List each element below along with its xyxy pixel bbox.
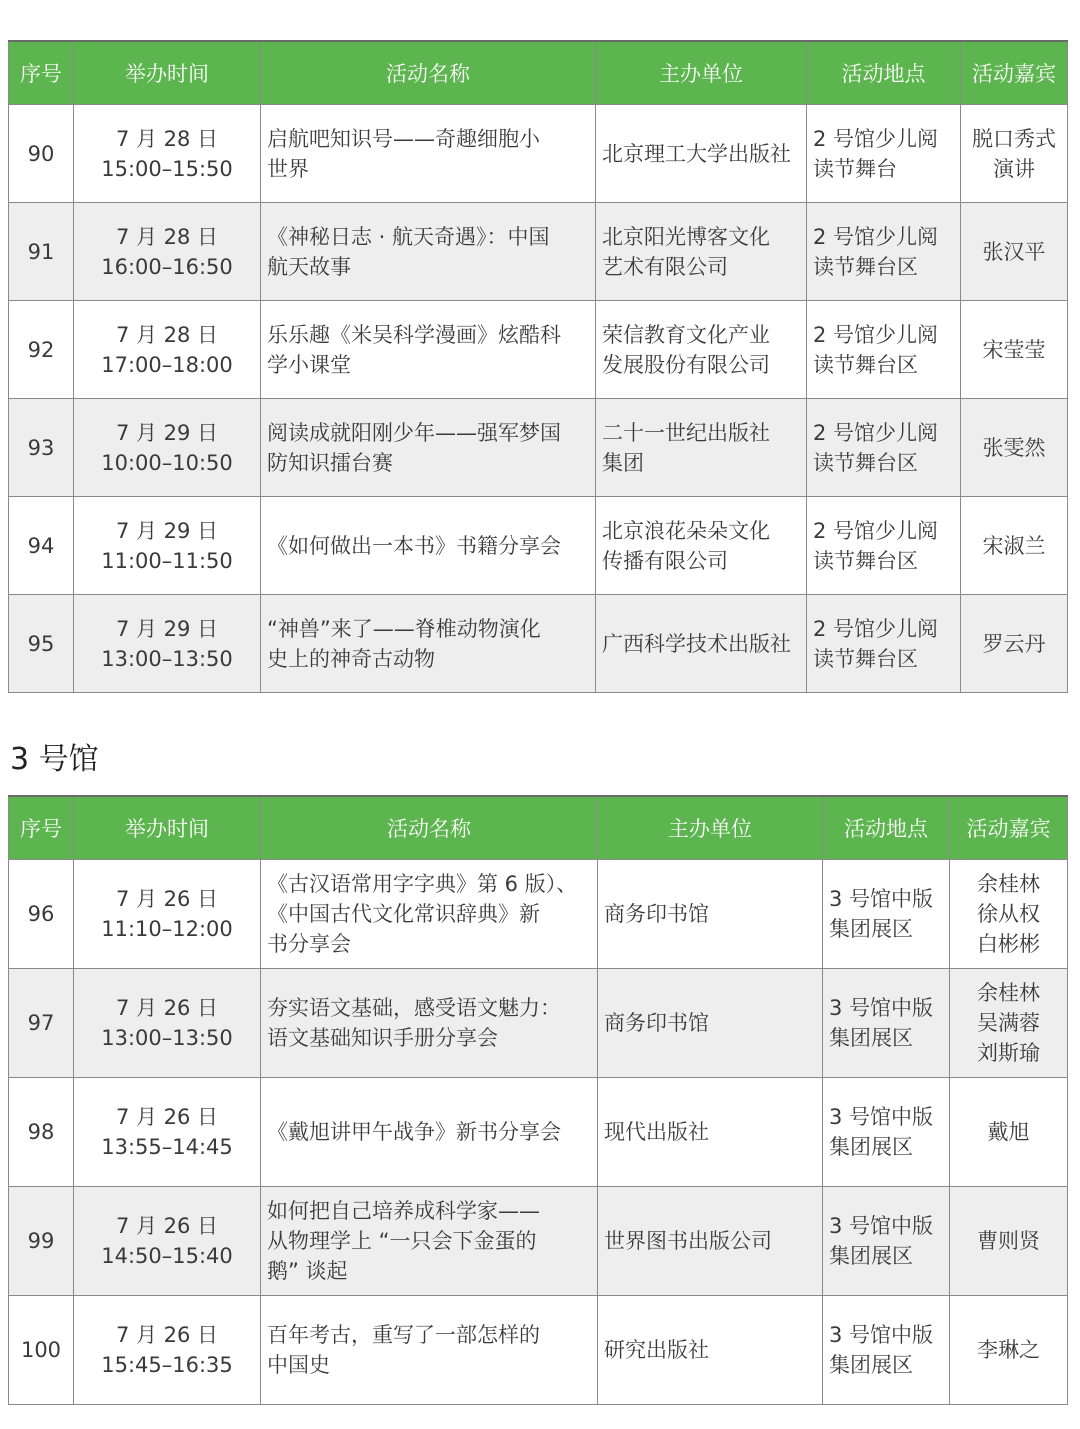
cell-time [74, 105, 261, 203]
cell-guest: 宋莹莹 [961, 301, 1068, 399]
schedule-table-hall-2 [8, 40, 1068, 693]
cell-date: 7 月 28 日 [115, 126, 219, 151]
cell-hours: 15:00–15:50 [101, 156, 233, 181]
schedule-table-hall-3 [8, 795, 1068, 1405]
cell-venue: 2 号馆少儿阅 读节舞台区 [807, 497, 961, 595]
header-activity: 活动名称 [261, 796, 598, 860]
cell-serial: 95 [9, 595, 74, 693]
cell-guest: 罗云丹 [961, 595, 1068, 693]
cell-activity: 阅读成就阳刚少年——强军梦国 防知识擂台赛 [261, 399, 596, 497]
table-row [9, 203, 1068, 301]
cell-guest: 曹则贤 [950, 1187, 1068, 1296]
cell-date: 7 月 26 日 [115, 887, 219, 911]
cell-activity: 乐乐趣《米吴科学漫画》炫酷科 学小课堂 [261, 301, 596, 399]
cell-time [74, 399, 261, 497]
cell-hours: 10:00–10:50 [101, 450, 233, 475]
cell-date: 7 月 26 日 [115, 1214, 219, 1238]
cell-venue: 2 号馆少儿阅 读节舞台区 [807, 301, 961, 399]
header-activity: 活动名称 [261, 41, 596, 105]
cell-serial: 94 [9, 497, 74, 595]
table-row [9, 1187, 1068, 1296]
cell-hours: 13:00–13:50 [101, 1026, 233, 1050]
cell-hours: 14:50–15:40 [101, 1244, 233, 1268]
cell-activity: “神兽”来了——脊椎动物演化 史上的神奇古动物 [261, 595, 596, 693]
cell-date: 7 月 29 日 [115, 518, 219, 543]
cell-date: 7 月 28 日 [115, 224, 219, 249]
cell-date: 7 月 29 日 [115, 616, 219, 641]
header-serial: 序号 [9, 796, 74, 860]
cell-serial: 92 [9, 301, 74, 399]
cell-serial: 100 [9, 1296, 74, 1405]
cell-time [74, 301, 261, 399]
cell-serial: 96 [9, 860, 74, 969]
cell-hours: 17:00–18:00 [101, 352, 233, 377]
cell-venue: 3 号馆中版 集团展区 [823, 1296, 950, 1405]
cell-activity: 《如何做出一本书》书籍分享会 [261, 497, 596, 595]
header-organizer: 主办单位 [596, 41, 807, 105]
table-row [9, 399, 1068, 497]
table-row [9, 860, 1068, 969]
cell-serial: 90 [9, 105, 74, 203]
cell-serial: 91 [9, 203, 74, 301]
table-row [9, 105, 1068, 203]
header-venue: 活动地点 [807, 41, 961, 105]
table-row [9, 301, 1068, 399]
cell-venue: 2 号馆少儿阅 读节舞台区 [807, 595, 961, 693]
cell-time [74, 497, 261, 595]
header-time: 举办时间 [74, 41, 261, 105]
cell-venue: 3 号馆中版 集团展区 [823, 969, 950, 1078]
cell-time [74, 969, 261, 1078]
table-row [9, 969, 1068, 1078]
table-row [9, 1296, 1068, 1405]
cell-activity: 启航吧知识号——奇趣细胞小 世界 [261, 105, 596, 203]
cell-venue: 3 号馆中版 集团展区 [823, 860, 950, 969]
header-time: 举办时间 [74, 796, 261, 860]
cell-guest: 脱口秀式 演讲 [961, 105, 1068, 203]
table-header-row [9, 41, 1068, 105]
cell-hours: 11:00–11:50 [101, 548, 233, 573]
cell-organizer: 二十一世纪出版社 集团 [596, 399, 807, 497]
cell-guest: 张雯然 [961, 399, 1068, 497]
header-guest: 活动嘉宾 [961, 41, 1068, 105]
cell-organizer: 世界图书出版公司 [598, 1187, 823, 1296]
cell-time [74, 1296, 261, 1405]
cell-time [74, 860, 261, 969]
cell-venue: 2 号馆少儿阅 读节舞台区 [807, 203, 961, 301]
cell-organizer: 北京理工大学出版社 [596, 105, 807, 203]
cell-date: 7 月 26 日 [115, 996, 219, 1020]
cell-time [74, 1187, 261, 1296]
cell-serial: 93 [9, 399, 74, 497]
cell-guest: 宋淑兰 [961, 497, 1068, 595]
cell-serial: 98 [9, 1078, 74, 1187]
cell-venue: 3 号馆中版 集团展区 [823, 1187, 950, 1296]
cell-guest: 戴旭 [950, 1078, 1068, 1187]
cell-venue: 2 号馆少儿阅 读节舞台 [807, 105, 961, 203]
cell-organizer: 商务印书馆 [598, 860, 823, 969]
cell-serial: 97 [9, 969, 74, 1078]
cell-guest: 李琳之 [950, 1296, 1068, 1405]
header-organizer: 主办单位 [598, 796, 823, 860]
cell-hours: 13:55–14:45 [101, 1135, 233, 1159]
cell-organizer: 北京浪花朵朵文化 传播有限公司 [596, 497, 807, 595]
cell-activity: 《神秘日志 · 航天奇遇》：中国 航天故事 [261, 203, 596, 301]
cell-organizer: 现代出版社 [598, 1078, 823, 1187]
cell-time [74, 203, 261, 301]
cell-serial: 99 [9, 1187, 74, 1296]
cell-date: 7 月 28 日 [115, 322, 219, 347]
cell-time [74, 1078, 261, 1187]
cell-organizer: 北京阳光博客文化 艺术有限公司 [596, 203, 807, 301]
cell-guest: 张汉平 [961, 203, 1068, 301]
cell-organizer: 荣信教育文化产业 发展股份有限公司 [596, 301, 807, 399]
cell-organizer: 商务印书馆 [598, 969, 823, 1078]
cell-activity: 夯实语文基础，感受语文魅力： 语文基础知识手册分享会 [261, 969, 598, 1078]
cell-guest: 余桂林 徐从权 白彬彬 [950, 860, 1068, 969]
cell-guest: 余桂林 吴满蓉 刘斯瑜 [950, 969, 1068, 1078]
cell-hours: 11:10–12:00 [101, 917, 233, 941]
table-row [9, 595, 1068, 693]
table-header-row [9, 796, 1068, 860]
cell-organizer: 广西科学技术出版社 [596, 595, 807, 693]
table-row [9, 1078, 1068, 1187]
cell-activity: 《戴旭讲甲午战争》新书分享会 [261, 1078, 598, 1187]
cell-date: 7 月 29 日 [115, 420, 219, 445]
header-venue: 活动地点 [823, 796, 950, 860]
cell-hours: 13:00–13:50 [101, 646, 233, 671]
cell-venue: 3 号馆中版 集团展区 [823, 1078, 950, 1187]
header-serial: 序号 [9, 41, 74, 105]
cell-organizer: 研究出版社 [598, 1296, 823, 1405]
cell-time [74, 595, 261, 693]
header-guest: 活动嘉宾 [950, 796, 1068, 860]
cell-activity: 百年考古，重写了一部怎样的 中国史 [261, 1296, 598, 1405]
cell-venue: 2 号馆少儿阅 读节舞台区 [807, 399, 961, 497]
cell-activity: 如何把自己培养成科学家—— 从物理学上 “一只会下金蛋的 鹅” 谈起 [261, 1187, 598, 1296]
cell-date: 7 月 26 日 [115, 1323, 219, 1347]
table-row [9, 497, 1068, 595]
cell-hours: 16:00–16:50 [101, 254, 233, 279]
section-heading-hall-3: 3 号馆 [10, 742, 99, 777]
cell-hours: 15:45–16:35 [101, 1353, 233, 1377]
cell-date: 7 月 26 日 [115, 1105, 219, 1129]
cell-activity: 《古汉语常用字字典》第 6 版）、 《中国古代文化常识辞典》新 书分享会 [261, 860, 598, 969]
